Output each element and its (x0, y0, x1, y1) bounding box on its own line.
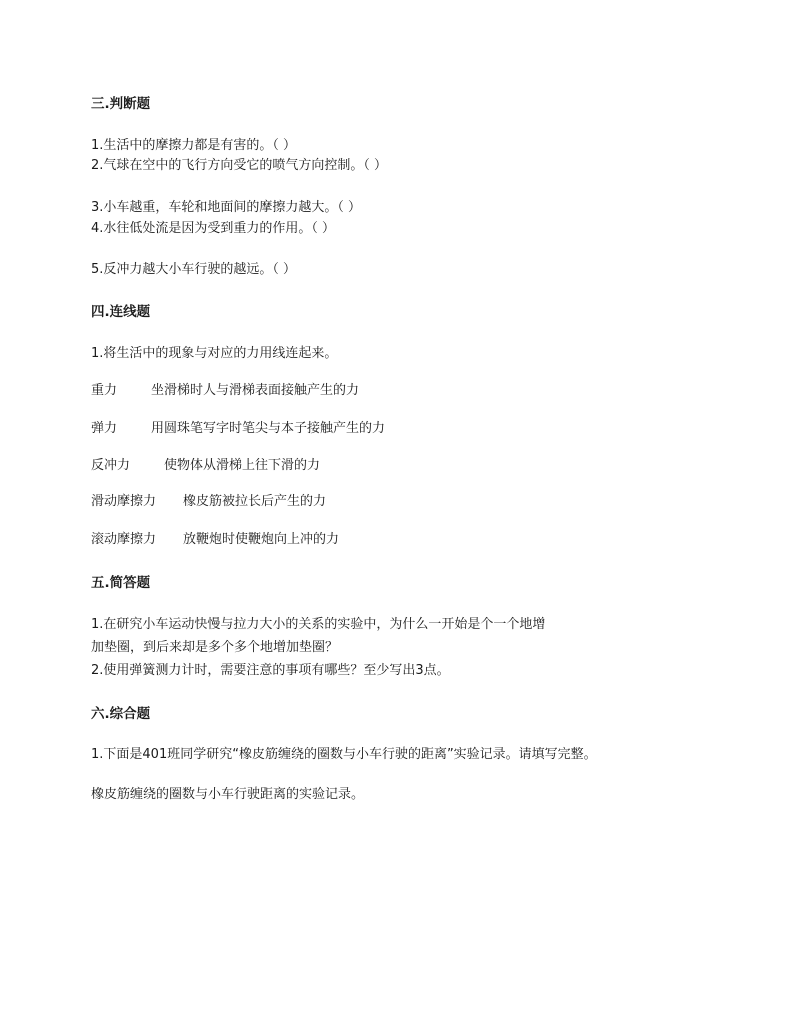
match-description: 坐滑梯时人与滑梯表面接触产生的力 (151, 383, 360, 398)
match-term: 弹力 (91, 421, 118, 436)
match-term: 滚动摩擦力 (91, 532, 157, 547)
question-3-5: 5.反冲力越大小车行驶的越远。（ ） (91, 262, 297, 277)
match-description: 橡皮筋被拉长后产生的力 (183, 494, 327, 509)
question-5-1-line-1: 1.在研究小车运动快慢与拉力大小的关系的实验中，为什么一开始是个一个地增 (91, 617, 546, 632)
match-description: 放鞭炮时使鞭炮向上冲的力 (183, 532, 340, 547)
match-row (91, 531, 339, 549)
section-4-title: 四.连线题 (91, 304, 151, 320)
match-row (91, 420, 385, 438)
match-description: 使物体从滑梯上往下滑的力 (164, 458, 321, 473)
match-row (91, 382, 359, 400)
section-3-title: 三.判断题 (91, 96, 151, 112)
question-3-3: 3.小车越重，车轮和地面间的摩擦力越大。（ ） (91, 200, 362, 215)
match-description: 用圆珠笔写字时笔尖与本子接触产生的力 (151, 421, 386, 436)
section-6-title: 六.综合题 (91, 706, 151, 722)
question-3-4: 4.水往低处流是因为受到重力的作用。（ ） (91, 221, 336, 236)
question-5-1-line-2: 加垫圈，到后来却是多个多个地增加垫圈？ (91, 640, 339, 655)
question-6-1: 1.下面是401班同学研究“橡皮筋缠绕的圈数与小车行驶的距离”实验记录。请填写完整。 (91, 747, 597, 762)
section-5-title: 五.简答题 (91, 575, 151, 591)
table-caption: 橡皮筋缠绕的圈数与小车行驶距离的实验记录。 (91, 787, 365, 802)
match-row (91, 493, 326, 511)
match-row (91, 457, 320, 475)
match-term: 滑动摩擦力 (91, 494, 157, 509)
match-term: 重力 (91, 383, 118, 398)
match-term: 反冲力 (91, 458, 131, 473)
question-5-2: 2.使用弹簧测力计时，需要注意的事项有哪些？至少写出3点。 (91, 663, 450, 678)
question-3-1: 1.生活中的摩擦力都是有害的。（ ） (91, 138, 297, 153)
section-4-instruction: 1.将生活中的现象与对应的力用线连起来。 (91, 346, 338, 361)
question-3-2: 2.气球在空中的飞行方向受它的喷气方向控制。（ ） (91, 158, 388, 173)
